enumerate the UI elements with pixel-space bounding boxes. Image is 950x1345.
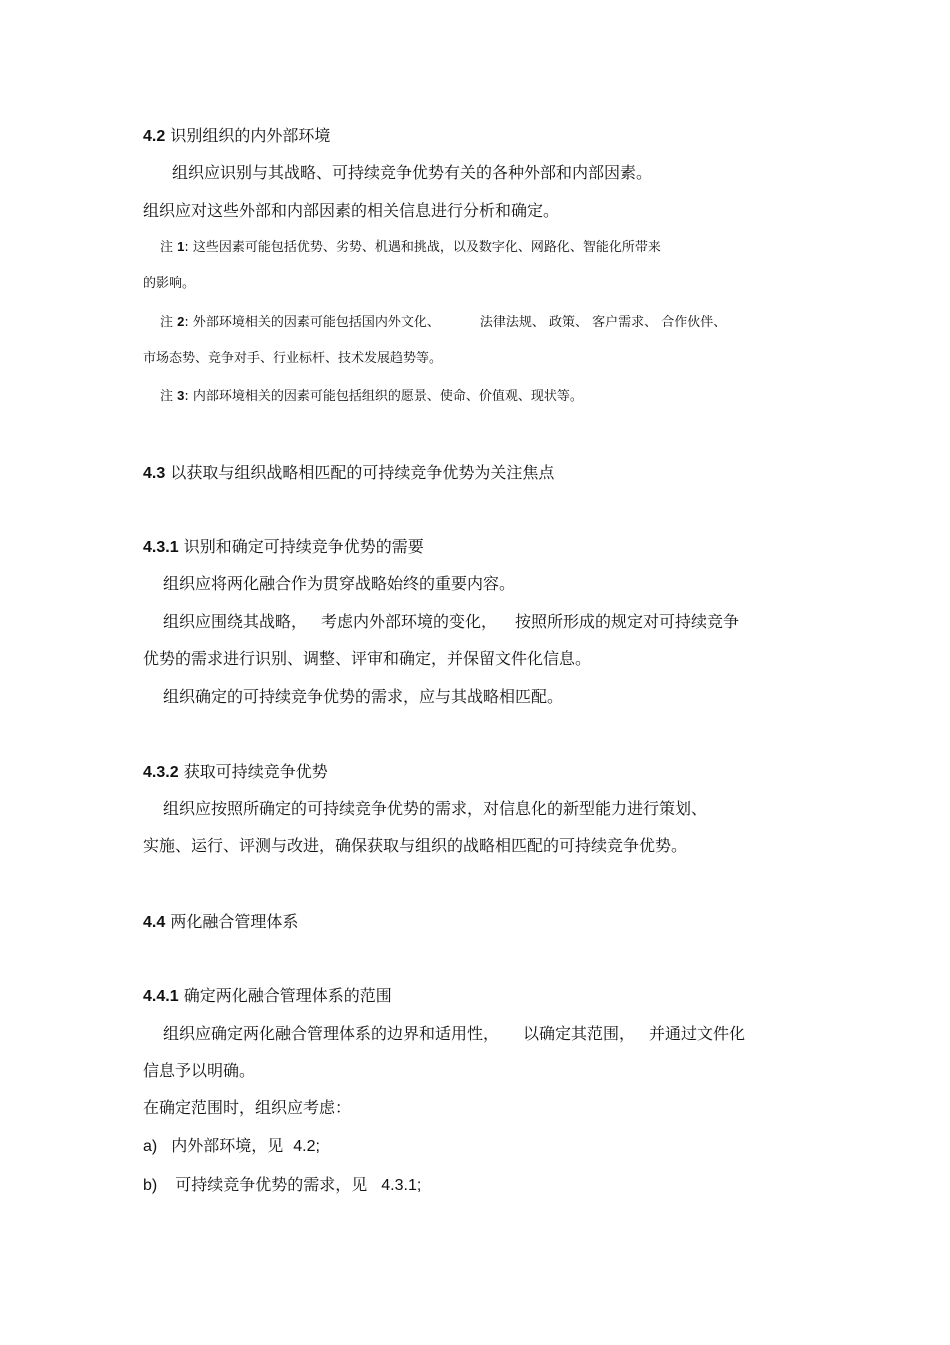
paragraph: 组织应围绕其战略， 考虑内外部环境的变化， 按照所形成的规定对可持续竞争: [163, 612, 740, 631]
note-2-continued: 市场态势、竞争对手、行业标杆、技术发展趋势等。: [143, 351, 443, 366]
list-text: 可持续竞争优势的需求，见: [175, 1175, 368, 1194]
section-title: 识别和确定可持续竞争优势的需要: [183, 537, 424, 556]
paragraph: 组织确定的可持续竞争优势的需求，应与其战略相匹配。: [163, 687, 564, 706]
section-title: 确定两化融合管理体系的范围: [183, 986, 392, 1005]
heading-4-3-1: [143, 537, 424, 558]
heading-4-3-2: [143, 762, 328, 783]
list-marker: b): [143, 1177, 158, 1194]
paragraph: 组织应将两化融合作为贯穿战略始终的重要内容。: [163, 574, 516, 593]
paragraph-continued: 信息予以明确。: [143, 1061, 256, 1080]
list-ref: 4.2;: [293, 1138, 320, 1155]
note-3: 注 3: 内部环境相关的因素可能包括组织的愿景、使命、价值观、现状等。: [160, 388, 583, 404]
heading-4-2: [143, 126, 330, 147]
heading-4-4: [143, 912, 298, 933]
heading-4-4-1: [143, 986, 392, 1007]
note-1: 注 1: 这些因素可能包括优势、劣势、机遇和挑战，以及数字化、网路化、智能化所带来: [160, 239, 661, 255]
section-title: 以获取与组织战略相匹配的可持续竞争优势为关注焦点: [170, 463, 555, 482]
note-1-continued: 的影响。: [143, 276, 196, 291]
note-2: 注 2: 外部环境相关的因素可能包括国内外文化、 法律法规、 政策、 客户需求、 合作伙伴、: [160, 314, 727, 330]
paragraph: 组织应按照所确定的可持续竞争优势的需求，对信息化的新型能力进行策划、: [163, 799, 708, 818]
section-number: 4.4: [143, 914, 166, 931]
list-item: [143, 1136, 320, 1157]
paragraph: 组织应对这些外部和内部因素的相关信息进行分析和确定。: [143, 201, 560, 220]
list-ref: 4.3.1;: [381, 1177, 422, 1194]
section-number: 4.2: [143, 128, 166, 145]
paragraph: 在确定范围时，组织应考虑：: [143, 1098, 352, 1117]
section-number: 4.4.1: [143, 988, 179, 1005]
paragraph-continued: 优势的需求进行识别、调整、评审和确定，并保留文件化信息。: [143, 649, 592, 668]
heading-4-3: [143, 463, 554, 484]
section-title: 识别组织的内外部环境: [170, 126, 331, 145]
section-title: 获取可持续竞争优势: [183, 762, 328, 781]
paragraph: 组织应确定两化融合管理体系的边界和适用性， 以确定其范围， 并通过文件化: [163, 1024, 746, 1043]
section-number: 4.3: [143, 465, 166, 482]
list-item: [143, 1175, 421, 1196]
section-number: 4.3.1: [143, 539, 179, 556]
list-text: 内外部环境，见: [171, 1136, 284, 1155]
section-title: 两化融合管理体系: [170, 912, 299, 931]
list-marker: a): [143, 1138, 158, 1155]
paragraph: 组织应识别与其战略、可持续竞争优势有关的各种外部和内部因素。: [172, 163, 653, 182]
section-number: 4.3.2: [143, 764, 179, 781]
paragraph-continued: 实施、运行、评测与改进，确保获取与组织的战略相匹配的可持续竞争优势。: [143, 836, 688, 855]
